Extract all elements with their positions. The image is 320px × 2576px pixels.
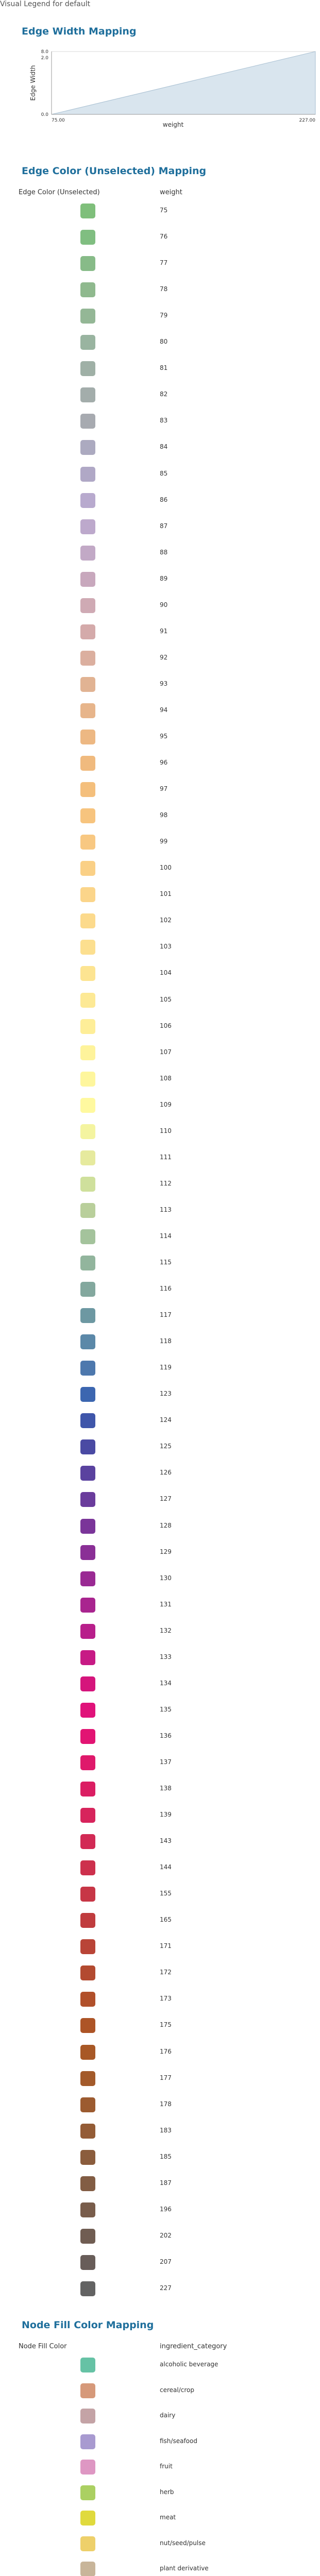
edge-color-label: 155 (160, 1890, 172, 1897)
edge-color-label: 128 (160, 1521, 172, 1529)
x-tick-label: 75.00 (52, 118, 65, 123)
edge-color-label: 138 (160, 1785, 172, 1792)
edge-color-label: 105 (160, 995, 172, 1003)
edge-color-row (0, 2226, 320, 2246)
edge-color-swatch (80, 1387, 95, 1402)
node-fill-col-header: Node Fill Color (19, 2343, 67, 2350)
edge-color-label: 227 (160, 2284, 172, 2292)
edge-color-label: 109 (160, 1100, 172, 1108)
edge-color-row (0, 726, 320, 747)
edge-color-label: 137 (160, 1758, 172, 1766)
edge-color-swatch (80, 309, 95, 324)
edge-color-label: 100 (160, 864, 172, 872)
edge-color-label: 87 (160, 522, 168, 530)
edge-color-label: 108 (160, 1074, 172, 1082)
edge-color-row (0, 1805, 320, 1825)
edge-color-label: 99 (160, 838, 168, 845)
node-fill-label: herb (160, 2488, 174, 2496)
edge-color-swatch (80, 1439, 95, 1454)
edge-color-label: 165 (160, 1916, 172, 1924)
edge-color-swatch (80, 1019, 95, 1034)
edge-color-row (0, 332, 320, 352)
edge-color-swatch (80, 1308, 95, 1323)
edge-color-row (0, 306, 320, 326)
edge-color-swatch (80, 1598, 95, 1613)
edge-color-swatch (80, 2229, 95, 2244)
edge-color-swatch (80, 546, 95, 561)
edge-color-label: 112 (160, 1179, 172, 1187)
edge-color-label: 92 (160, 653, 168, 661)
edge-color-label: 77 (160, 259, 168, 267)
edge-color-row (0, 621, 320, 642)
edge-color-swatch (80, 1676, 95, 1691)
edge-color-label: 119 (160, 1364, 172, 1371)
edge-color-row (0, 1489, 320, 1510)
edge-color-swatch (80, 1282, 95, 1297)
node-fill-row (0, 2507, 320, 2528)
edge-color-row (0, 1962, 320, 1983)
edge-color-swatch (80, 519, 95, 534)
edge-color-row (0, 490, 320, 511)
edge-color-swatch (80, 1256, 95, 1270)
edge-color-label: 102 (160, 917, 172, 924)
y-tick-label: 8.0 (41, 49, 48, 55)
edge-color-label: 131 (160, 1600, 172, 1608)
node-fill-label: nut/seed/pulse (160, 2539, 206, 2547)
edge-color-row (0, 1174, 320, 1194)
edge-color-row (0, 858, 320, 878)
y-tick-label: 2.0 (41, 56, 48, 61)
edge-color-row (0, 1436, 320, 1457)
edge-color-label: 88 (160, 548, 168, 556)
edge-color-label: 172 (160, 1969, 172, 1976)
edge-color-swatch (80, 2018, 95, 2033)
edge-color-row (0, 753, 320, 773)
edge-color-swatch (80, 204, 95, 218)
edge-color-label: 114 (160, 1232, 172, 1240)
edge-color-row (0, 1989, 320, 2009)
edge-color-label: 90 (160, 601, 168, 608)
edge-color-swatch (80, 440, 95, 455)
edge-color-row (0, 937, 320, 957)
edge-color-row (0, 384, 320, 405)
node-fill-swatch (80, 2562, 95, 2576)
edge-color-swatch (80, 1203, 95, 1218)
edge-color-label: 96 (160, 759, 168, 767)
edge-color-row (0, 1410, 320, 1431)
edge-color-row (0, 1884, 320, 1904)
edge-color-swatch (80, 230, 95, 245)
edge-color-row (0, 1358, 320, 1378)
edge-color-row (0, 1910, 320, 1930)
edge-color-swatch (80, 1965, 95, 1980)
edge-color-swatch (80, 1229, 95, 1244)
edge-color-row (0, 2173, 320, 2194)
edge-color-swatch (80, 1939, 95, 1954)
edge-color-swatch (80, 1413, 95, 1428)
edge-color-label: 113 (160, 1206, 172, 1213)
edge-color-section-title: Edge Color (Unselected) Mapping (22, 165, 207, 177)
edge-color-row (0, 2068, 320, 2089)
edge-color-row (0, 2121, 320, 2141)
edge-color-swatch (80, 1361, 95, 1376)
edge-color-swatch (80, 335, 95, 350)
edge-color-label: 111 (160, 1153, 172, 1161)
edge-color-swatch (80, 387, 95, 402)
edge-color-row (0, 1095, 320, 1115)
edge-color-row (0, 253, 320, 274)
edge-width-section-title: Edge Width Mapping (22, 26, 137, 37)
edge-color-swatch (80, 1334, 95, 1349)
node-fill-swatch (80, 2409, 95, 2424)
edge-color-label: 129 (160, 1548, 172, 1555)
edge-color-label: 130 (160, 1574, 172, 1582)
edge-color-label: 107 (160, 1048, 172, 1056)
edge-color-row (0, 543, 320, 563)
edge-color-label: 207 (160, 2258, 172, 2265)
edge-color-row (0, 1069, 320, 1089)
edge-color-label: 143 (160, 1837, 172, 1845)
edge-color-swatch (80, 2124, 95, 2139)
node-fill-row (0, 2533, 320, 2554)
edge-color-swatch (80, 1098, 95, 1113)
edge-color-row (0, 1463, 320, 1483)
edge-color-row (0, 1726, 320, 1747)
x-tick-label: 227.00 (299, 118, 315, 123)
edge-color-label: 103 (160, 943, 172, 951)
edge-color-row (0, 1752, 320, 1773)
edge-color-row (0, 2147, 320, 2167)
edge-color-row (0, 1279, 320, 1299)
edge-color-label: 127 (160, 1495, 172, 1503)
edge-color-label: 97 (160, 785, 168, 793)
edge-color-row (0, 1042, 320, 1063)
node-fill-section-title: Node Fill Color Mapping (22, 2319, 154, 2331)
y-axis-title: Edge Width (29, 65, 37, 101)
edge-width-chart-svg (22, 47, 320, 135)
edge-color-swatch (80, 887, 95, 902)
edge-color-label: 175 (160, 2021, 172, 2029)
edge-color-label: 83 (160, 417, 168, 425)
edge-color-swatch (80, 282, 95, 297)
edge-color-label: 173 (160, 1995, 172, 2003)
edge-color-row (0, 200, 320, 221)
edge-color-swatch (80, 1545, 95, 1560)
node-fill-swatch (80, 2485, 95, 2500)
node-fill-label: fruit (160, 2463, 173, 2470)
edge-color-row (0, 437, 320, 457)
edge-color-row (0, 884, 320, 905)
edge-color-row (0, 648, 320, 668)
x-axis-title: weight (162, 121, 184, 128)
edge-color-swatch (80, 1834, 95, 1849)
edge-color-swatch (80, 2255, 95, 2270)
edge-color-label: 95 (160, 733, 168, 740)
edge-color-swatch (80, 782, 95, 797)
edge-color-swatch (80, 361, 95, 376)
node-fill-row (0, 2482, 320, 2503)
edge-color-swatch (80, 2045, 95, 2060)
edge-color-row (0, 1121, 320, 1142)
edge-weight-col-header: weight (160, 189, 182, 196)
ingredient-category-col-header: ingredient_category (160, 2343, 227, 2350)
node-fill-label: fish/seafood (160, 2437, 197, 2445)
edge-color-label: 81 (160, 364, 168, 372)
edge-color-swatch (80, 1992, 95, 2007)
node-fill-label: cereal/crop (160, 2386, 194, 2394)
edge-color-swatch (80, 1072, 95, 1087)
edge-color-row (0, 595, 320, 616)
edge-color-swatch (80, 1571, 95, 1586)
edge-color-row (0, 1700, 320, 1720)
edge-color-swatch (80, 2097, 95, 2112)
edge-color-row (0, 2015, 320, 2036)
edge-color-label: 185 (160, 2153, 172, 2160)
edge-color-swatch (80, 572, 95, 587)
edge-color-label: 176 (160, 2047, 172, 2055)
edge-color-label: 98 (160, 811, 168, 819)
edge-color-label: 85 (160, 469, 168, 477)
edge-color-label: 183 (160, 2126, 172, 2134)
edge-color-swatch (80, 1808, 95, 1823)
edge-color-row (0, 910, 320, 931)
edge-color-label: 76 (160, 233, 168, 241)
node-fill-row (0, 2354, 320, 2375)
node-fill-label: alcoholic beverage (160, 2361, 218, 2368)
edge-color-swatch (80, 1703, 95, 1718)
edge-color-row (0, 674, 320, 694)
edge-color-row (0, 516, 320, 537)
edge-color-swatch (80, 993, 95, 1008)
edge-color-swatch (80, 1755, 95, 1770)
edge-color-row (0, 1147, 320, 1168)
edge-color-label: 89 (160, 574, 168, 582)
edge-color-label: 123 (160, 1390, 172, 1398)
edge-color-row (0, 227, 320, 247)
edge-color-swatch (80, 1913, 95, 1928)
edge-color-row (0, 1016, 320, 1037)
edge-color-swatch (80, 1729, 95, 1744)
edge-color-swatch (80, 966, 95, 981)
node-fill-swatch (80, 2383, 95, 2398)
edge-color-row (0, 1226, 320, 1247)
edge-color-row (0, 2094, 320, 2115)
edge-color-label: 79 (160, 312, 168, 319)
edge-color-row (0, 279, 320, 300)
edge-color-row (0, 1305, 320, 1326)
edge-color-label: 139 (160, 1811, 172, 1819)
edge-color-row (0, 1252, 320, 1273)
node-fill-swatch (80, 2536, 95, 2551)
node-fill-label: meat (160, 2514, 176, 2521)
edge-color-swatch (80, 2176, 95, 2191)
node-fill-swatch (80, 2358, 95, 2372)
edge-color-row (0, 700, 320, 721)
edge-color-row (0, 411, 320, 431)
edge-color-swatch (80, 1860, 95, 1875)
edge-color-label: 80 (160, 338, 168, 346)
edge-color-label: 126 (160, 1469, 172, 1477)
page-header: Visual Legend for default (0, 0, 91, 8)
edge-color-swatch (80, 835, 95, 850)
edge-color-row (0, 2252, 320, 2273)
node-fill-label: dairy (160, 2412, 176, 2419)
node-fill-row (0, 2380, 320, 2401)
node-fill-row (0, 2405, 320, 2426)
edge-color-swatch (80, 414, 95, 429)
edge-color-label: 101 (160, 890, 172, 898)
edge-color-row (0, 1568, 320, 1589)
edge-color-swatch (80, 940, 95, 955)
edge-color-label: 117 (160, 1311, 172, 1319)
edge-color-row (0, 990, 320, 1010)
edge-color-swatch (80, 1519, 95, 1534)
edge-color-label: 115 (160, 1259, 172, 1266)
edge-color-swatch (80, 861, 95, 876)
edge-color-row (0, 1831, 320, 1852)
edge-color-label: 132 (160, 1626, 172, 1634)
edge-color-row (0, 2042, 320, 2062)
edge-color-swatch (80, 624, 95, 639)
edge-color-label: 106 (160, 1022, 172, 1029)
edge-color-label: 91 (160, 627, 168, 635)
edge-color-swatch (80, 730, 95, 744)
node-fill-swatch (80, 2511, 95, 2526)
edge-color-row (0, 1200, 320, 1221)
edge-color-swatch (80, 1782, 95, 1797)
y-tick-label: 0.0 (41, 112, 48, 117)
edge-color-row (0, 1595, 320, 1615)
edge-color-label: 86 (160, 496, 168, 503)
edge-color-swatch (80, 2071, 95, 2086)
edge-color-swatch (80, 493, 95, 508)
edge-color-swatch (80, 756, 95, 771)
edge-color-row (0, 1673, 320, 1694)
edge-color-row (0, 1647, 320, 1668)
edge-color-row (0, 2278, 320, 2299)
edge-color-label: 177 (160, 2074, 172, 2081)
edge-color-swatch (80, 808, 95, 823)
edge-color-swatch (80, 651, 95, 666)
edge-color-col-header: Edge Color (Unselected) (19, 189, 100, 196)
edge-color-swatch (80, 2281, 95, 2296)
edge-color-label: 178 (160, 2100, 172, 2108)
edge-color-row (0, 1331, 320, 1352)
edge-color-label: 136 (160, 1732, 172, 1739)
node-fill-row (0, 2456, 320, 2477)
edge-color-row (0, 779, 320, 800)
edge-color-row (0, 1516, 320, 1536)
edge-color-label: 93 (160, 680, 168, 687)
edge-color-label: 171 (160, 1942, 172, 1950)
edge-color-label: 110 (160, 1127, 172, 1134)
edge-color-swatch (80, 1150, 95, 1165)
edge-color-label: 187 (160, 2179, 172, 2187)
edge-color-row (0, 805, 320, 826)
edge-color-row (0, 1936, 320, 1957)
edge-color-label: 116 (160, 1285, 172, 1293)
edge-color-swatch (80, 703, 95, 718)
edge-color-label: 75 (160, 207, 168, 214)
edge-color-swatch (80, 677, 95, 692)
edge-width-chart (22, 47, 320, 135)
node-fill-swatch (80, 2434, 95, 2449)
edge-color-label: 104 (160, 969, 172, 977)
edge-color-label: 78 (160, 285, 168, 293)
edge-color-row (0, 2199, 320, 2220)
edge-color-swatch (80, 256, 95, 271)
edge-color-row (0, 464, 320, 484)
edge-color-label: 134 (160, 1679, 172, 1687)
edge-color-row (0, 832, 320, 852)
edge-color-row (0, 1857, 320, 1878)
edge-color-swatch (80, 598, 95, 613)
node-fill-label: plant derivative (160, 2565, 209, 2572)
node-fill-row (0, 2558, 320, 2576)
edge-color-swatch (80, 1466, 95, 1481)
edge-color-swatch (80, 467, 95, 482)
edge-color-label: 144 (160, 1863, 172, 1871)
edge-color-swatch (80, 1177, 95, 1192)
edge-color-swatch (80, 2202, 95, 2217)
edge-color-label: 133 (160, 1653, 172, 1660)
edge-color-label: 118 (160, 1337, 172, 1345)
edge-color-row (0, 569, 320, 589)
edge-color-label: 125 (160, 1443, 172, 1450)
edge-color-swatch (80, 1045, 95, 1060)
edge-color-swatch (80, 2150, 95, 2165)
edge-color-swatch (80, 1650, 95, 1665)
edge-color-row (0, 1384, 320, 1404)
edge-color-label: 124 (160, 1416, 172, 1424)
edge-color-label: 202 (160, 2231, 172, 2239)
edge-color-row (0, 1542, 320, 1563)
edge-color-swatch (80, 1492, 95, 1507)
node-fill-row (0, 2431, 320, 2452)
edge-color-swatch (80, 1887, 95, 1902)
edge-color-row (0, 1621, 320, 1641)
edge-color-label: 196 (160, 2205, 172, 2213)
edge-color-label: 94 (160, 706, 168, 714)
edge-color-row (0, 1778, 320, 1799)
edge-color-swatch (80, 913, 95, 928)
edge-color-swatch (80, 1624, 95, 1639)
edge-color-row (0, 358, 320, 379)
edge-color-swatch (80, 1124, 95, 1139)
edge-color-label: 82 (160, 391, 168, 398)
edge-color-label: 84 (160, 443, 168, 451)
edge-color-row (0, 963, 320, 984)
edge-color-label: 135 (160, 1705, 172, 1713)
node-fill-swatch (80, 2460, 95, 2475)
